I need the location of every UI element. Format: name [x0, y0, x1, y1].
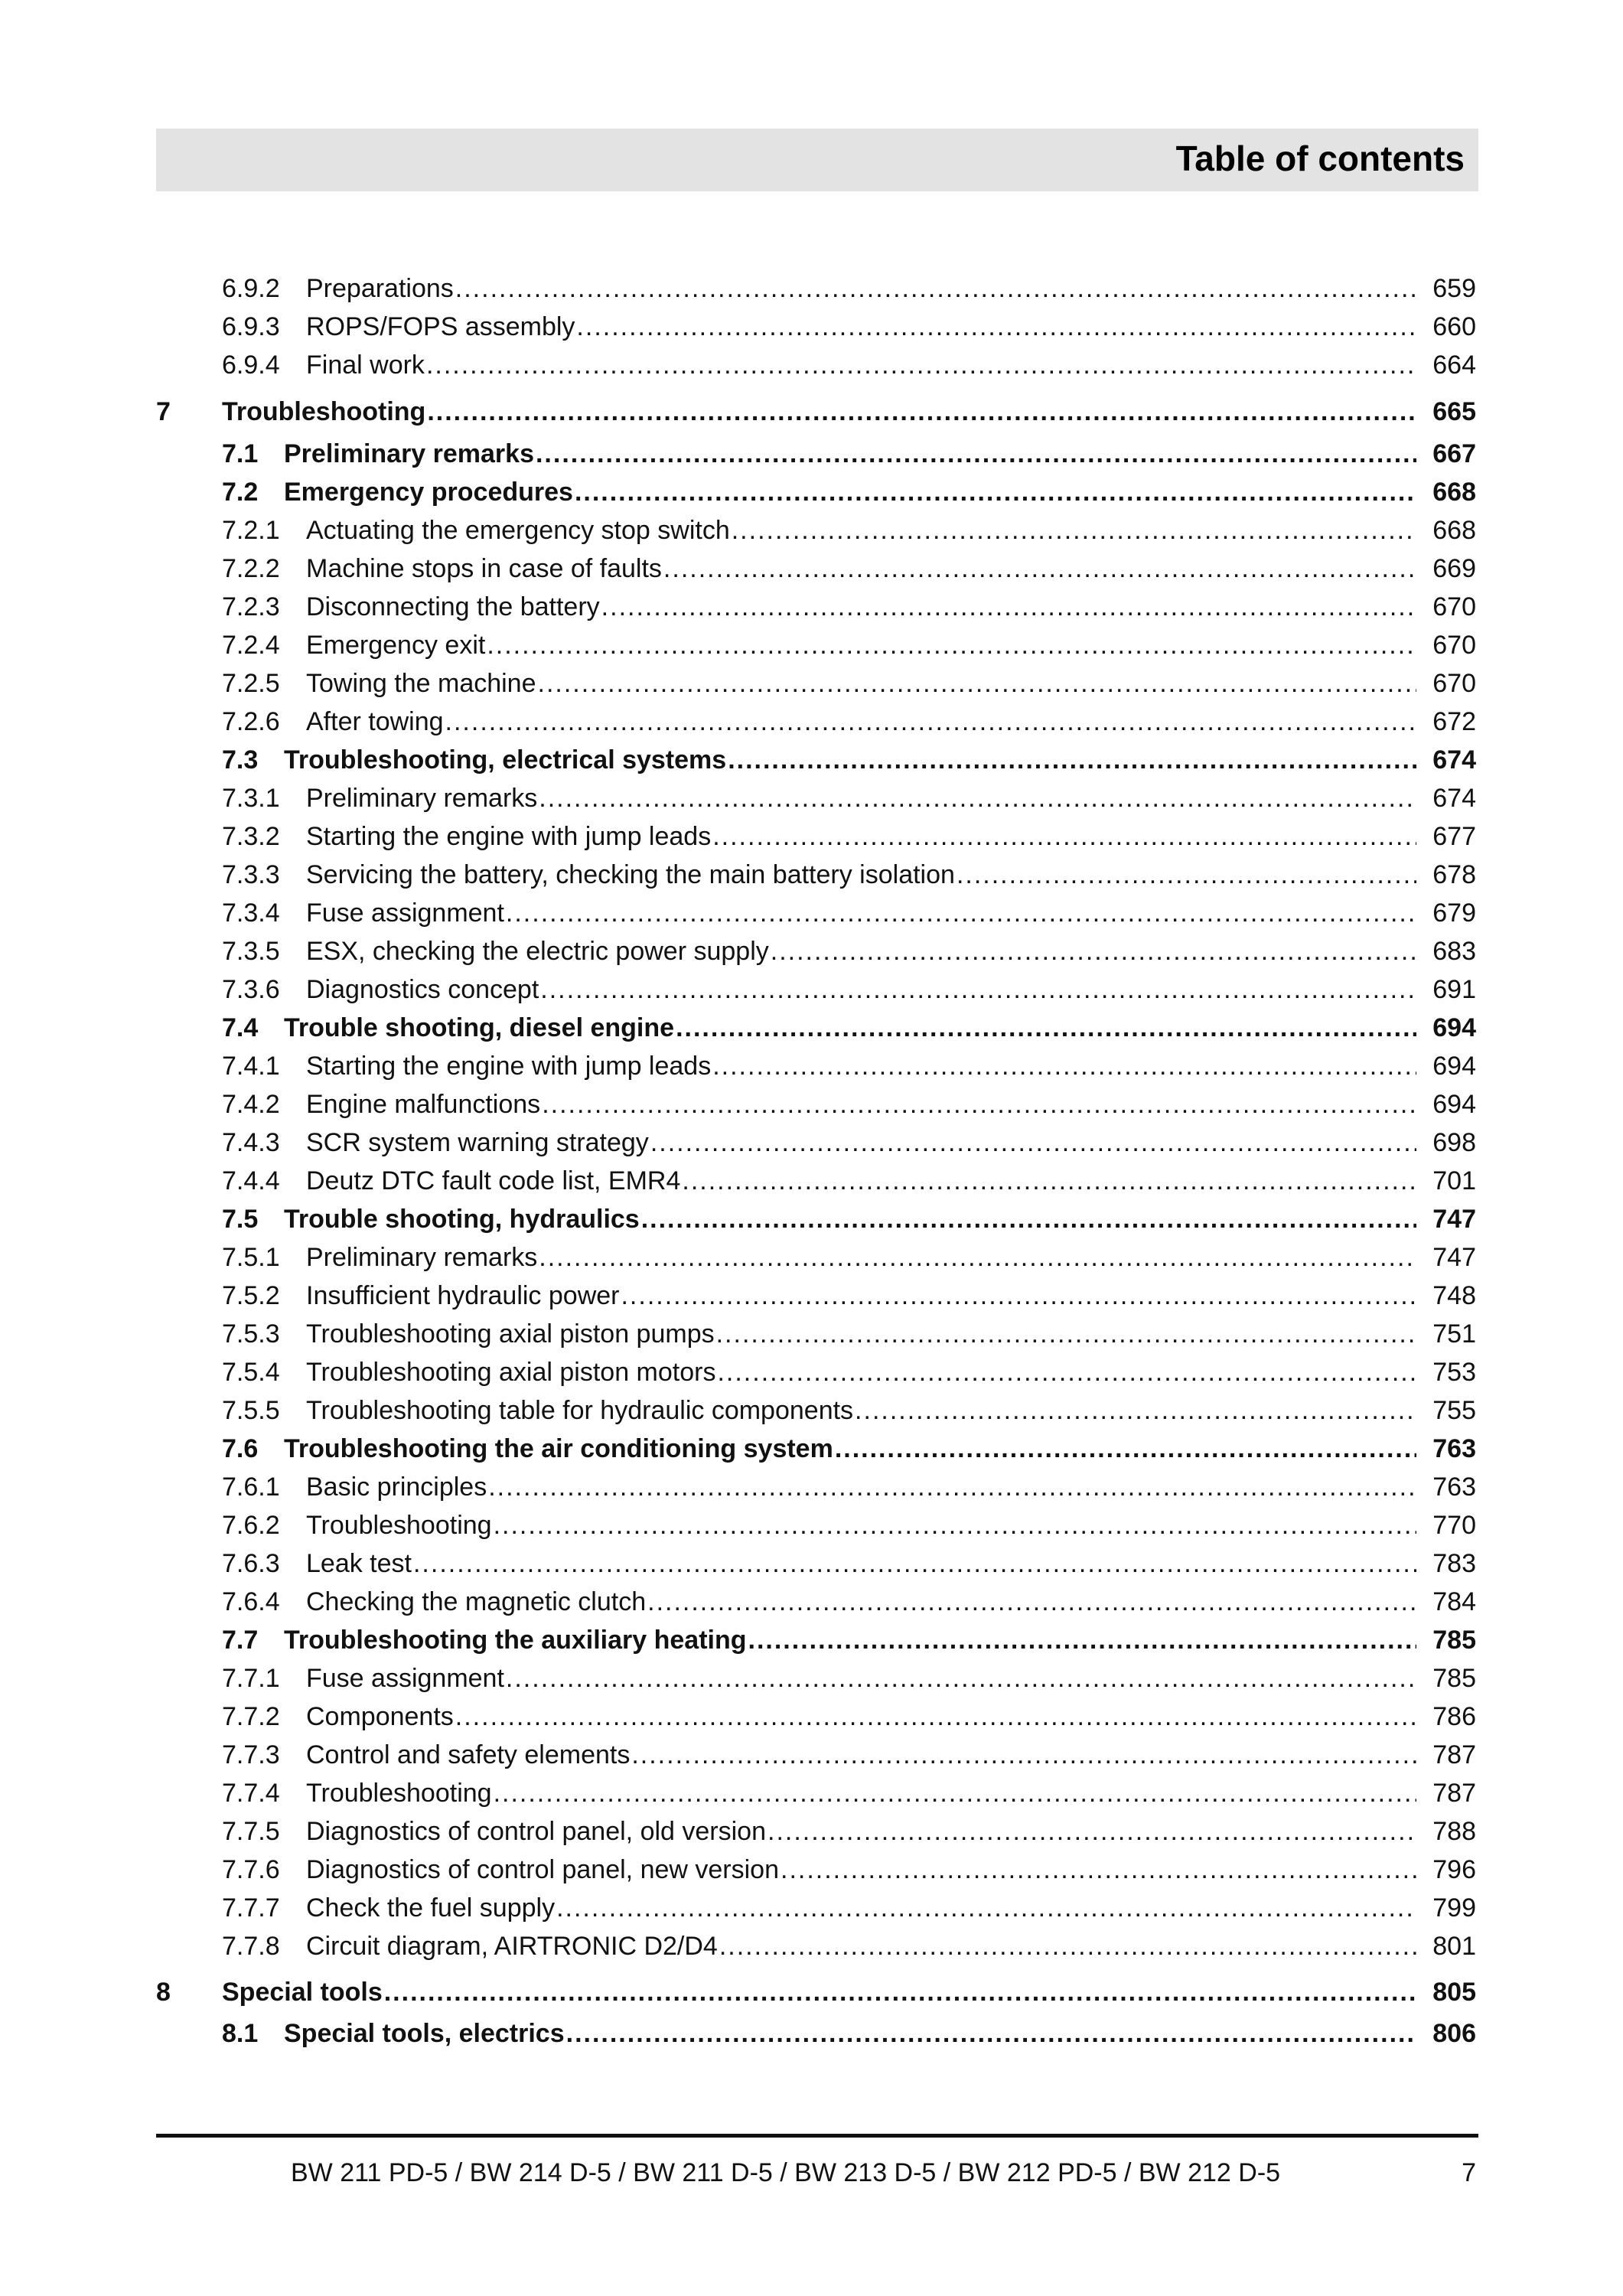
toc-page-number[interactable]: 694	[1432, 1090, 1476, 1119]
toc-entry[interactable]	[0, 1583, 1623, 1621]
toc-chapter-number: 7	[156, 397, 171, 426]
toc-page-number[interactable]: 786	[1432, 1702, 1476, 1731]
toc-entry[interactable]	[0, 1124, 1623, 1162]
toc-page-number[interactable]: 787	[1432, 1740, 1476, 1769]
toc-dot-leader	[835, 1430, 1416, 1468]
toc-entry-title[interactable]: After towing	[306, 707, 444, 736]
toc-page-number[interactable]: 698	[1432, 1128, 1476, 1157]
toc-entry-title[interactable]: Starting the engine with jump leads	[306, 1052, 712, 1081]
toc-page-number[interactable]: 747	[1432, 1243, 1476, 1272]
toc-chapter-number: 8	[156, 1978, 171, 2007]
toc-section-number: 7.4.2	[222, 1090, 280, 1119]
toc-entry-line	[306, 588, 1476, 626]
toc-section-number: 6.9.4	[222, 351, 280, 380]
toc-entry-line	[306, 1353, 1476, 1391]
toc-entry[interactable]	[0, 2014, 1623, 2053]
toc-entry-title[interactable]: Preliminary remarks	[284, 439, 534, 468]
toc-entry-title[interactable]: Special tools	[222, 1978, 383, 2007]
toc-page-number[interactable]: 753	[1432, 1358, 1476, 1387]
toc-section-number: 7.4.1	[222, 1052, 280, 1081]
toc-entry-line	[306, 1238, 1476, 1277]
toc-entry-title[interactable]: Fuse assignment	[306, 1664, 504, 1693]
toc-section-number: 7.3.6	[222, 975, 280, 1004]
toc-dot-leader	[575, 473, 1416, 511]
toc-dot-leader	[506, 1659, 1416, 1698]
toc-dot-leader	[957, 856, 1416, 894]
toc-entry[interactable]	[0, 1736, 1623, 1774]
toc-page-number[interactable]: 796	[1432, 1855, 1476, 1884]
toc-entry-line	[284, 1621, 1476, 1659]
toc-entry-title[interactable]: Troubleshooting table for hydraulic components	[306, 1396, 854, 1425]
toc-section-number: 7.7.8	[222, 1932, 280, 1961]
toc-section-number: 7.5.2	[222, 1281, 280, 1310]
toc-section-number: 7.6.1	[222, 1473, 280, 1502]
toc-dot-leader	[712, 1047, 1416, 1085]
toc-dot-leader	[728, 741, 1416, 779]
toc-entry-line	[306, 308, 1476, 346]
toc-entry-title[interactable]: Insufficient hydraulic power	[306, 1281, 620, 1310]
toc-entry-line	[306, 1391, 1476, 1430]
toc-entry-title[interactable]: Diagnostics concept	[306, 975, 539, 1004]
toc-page-number[interactable]: 679	[1432, 899, 1476, 928]
toc-entry-line	[306, 932, 1476, 970]
toc-entry[interactable]	[0, 1085, 1623, 1124]
toc-entry-title[interactable]: Starting the engine with jump leads	[306, 822, 712, 851]
toc-entry-title[interactable]: Preliminary remarks	[306, 784, 538, 813]
toc-entry-line	[306, 894, 1476, 932]
toc-entry-title[interactable]: Troubleshooting axial piston motors	[306, 1358, 716, 1387]
toc-entry-line	[306, 550, 1476, 588]
toc-entry[interactable]	[0, 435, 1623, 473]
toc-entry[interactable]	[0, 1812, 1623, 1851]
toc-section-number: 7.5	[222, 1205, 259, 1234]
toc-section-number: 7.1	[222, 439, 259, 468]
toc-entry-line	[306, 1468, 1476, 1506]
toc-section-number: 7.3.2	[222, 822, 280, 851]
toc-entry-line	[284, 1009, 1476, 1047]
toc-entry-line	[284, 1200, 1476, 1238]
toc-page-number[interactable]: 783	[1432, 1549, 1476, 1578]
toc-entry-title[interactable]: Control and safety elements	[306, 1740, 631, 1769]
toc-entry[interactable]	[0, 1315, 1623, 1353]
toc-section-number: 7.4	[222, 1013, 259, 1042]
toc-dot-leader	[768, 1812, 1416, 1851]
toc-entry-line	[306, 1124, 1476, 1162]
toc-dot-leader	[488, 1468, 1416, 1506]
toc-entry-title[interactable]: Troubleshooting, electrical systems	[284, 745, 727, 775]
toc-entry[interactable]	[0, 1200, 1623, 1238]
toc-page-number[interactable]: 670	[1432, 669, 1476, 698]
toc-page-number[interactable]: 668	[1432, 516, 1476, 545]
toc-dot-leader	[540, 970, 1416, 1009]
toc-section-number: 7.6.3	[222, 1549, 280, 1578]
toc-entry[interactable]	[0, 1698, 1623, 1736]
toc-section-number: 7.3.5	[222, 937, 280, 966]
toc-entry-line	[284, 2014, 1476, 2053]
toc-section-number: 7.2.6	[222, 707, 280, 736]
toc-page-number[interactable]: 667	[1432, 439, 1476, 468]
toc-section-number: 7.7.4	[222, 1779, 280, 1808]
toc-entry[interactable]	[0, 1391, 1623, 1430]
toc-page-number[interactable]: 785	[1432, 1626, 1476, 1655]
toc-section-number: 7.7	[222, 1626, 259, 1655]
toc-page-number[interactable]: 806	[1432, 2019, 1476, 2048]
toc-entry-title[interactable]: Trouble shooting, hydraulics	[284, 1205, 640, 1234]
toc-entry-line	[284, 741, 1476, 779]
toc-section-number: 7.2.4	[222, 631, 280, 660]
toc-entry-title[interactable]: Troubleshooting axial piston pumps	[306, 1319, 715, 1349]
toc-dot-leader	[542, 1085, 1416, 1124]
toc-dot-leader	[506, 894, 1416, 932]
toc-entry-line	[306, 779, 1476, 817]
toc-dot-leader	[732, 511, 1416, 550]
toc-entry-title[interactable]: Towing the machine	[306, 669, 536, 698]
toc-page-number[interactable]: 694	[1432, 1052, 1476, 1081]
toc-section-number: 7.7.3	[222, 1740, 280, 1769]
toc-entry-title[interactable]: Leak test	[306, 1549, 412, 1578]
toc-entry-title[interactable]: Troubleshooting the air conditioning system	[284, 1434, 833, 1463]
toc-page-number[interactable]: 763	[1432, 1473, 1476, 1502]
toc-entry-title[interactable]: Final work	[306, 351, 425, 380]
toc-page-number[interactable]: 799	[1432, 1893, 1476, 1923]
toc-dot-leader	[601, 588, 1416, 626]
toc-entry-line	[306, 1659, 1476, 1698]
toc-page-number[interactable]: 805	[1432, 1978, 1476, 2007]
toc-section-number: 7.5.3	[222, 1319, 280, 1349]
toc-page-number[interactable]: 665	[1432, 397, 1476, 426]
toc-entry-line	[306, 1085, 1476, 1124]
toc-entry-line	[306, 970, 1476, 1009]
toc-entry[interactable]	[0, 1009, 1623, 1047]
toc-dot-leader	[426, 346, 1416, 384]
toc-entry-title[interactable]: Special tools, electrics	[284, 2019, 565, 2048]
toc-dot-leader	[719, 1927, 1416, 1965]
toc-entry-title[interactable]: Troubleshooting	[222, 397, 426, 426]
toc-entry-line	[306, 817, 1476, 856]
toc-dot-leader	[748, 1621, 1416, 1659]
toc-entry-line	[306, 1544, 1476, 1583]
toc-entry-title[interactable]: SCR system warning strategy	[306, 1128, 649, 1157]
toc-page-number[interactable]: 784	[1432, 1587, 1476, 1616]
toc-entry[interactable]	[0, 1238, 1623, 1277]
toc-dot-leader	[384, 1973, 1416, 2011]
toc-entry-title[interactable]: Disconnecting the battery	[306, 592, 600, 621]
toc-entry[interactable]	[0, 1353, 1623, 1391]
toc-entry-line	[306, 1851, 1476, 1889]
toc-page-number[interactable]: 747	[1432, 1205, 1476, 1234]
toc-section-number: 7.4.4	[222, 1166, 280, 1195]
toc-dot-leader	[631, 1736, 1416, 1774]
toc-entry[interactable]	[0, 588, 1623, 626]
toc-section-number: 7.7.7	[222, 1893, 280, 1923]
toc-entry[interactable]	[0, 1506, 1623, 1544]
toc-section-number: 7.2.2	[222, 554, 280, 583]
toc-section-number: 7.7.5	[222, 1817, 280, 1846]
toc-page-number[interactable]: 670	[1432, 592, 1476, 621]
toc-entry-title[interactable]: Servicing the battery, checking the main battery isolation	[306, 860, 955, 889]
toc-entry[interactable]	[0, 269, 1623, 308]
toc-page-number[interactable]: 669	[1432, 554, 1476, 583]
toc-section-number: 7.3	[222, 745, 259, 775]
toc-page-number[interactable]: 770	[1432, 1511, 1476, 1540]
toc-entry-title[interactable]: Emergency procedures	[284, 478, 573, 507]
toc-page-number[interactable]: 677	[1432, 822, 1476, 851]
toc-dot-leader	[855, 1391, 1416, 1430]
toc-entry-line	[284, 435, 1476, 473]
toc-section-number: 7.2.1	[222, 516, 280, 545]
footer-models: BW 211 PD-5 / BW 214 D-5 / BW 211 D-5 / BW 213 D-5 / BW 212 PD-5 / BW 212 D-5	[291, 2158, 1281, 2187]
toc-entry[interactable]	[0, 1047, 1623, 1085]
toc-entry[interactable]	[0, 856, 1623, 894]
toc-dot-leader	[556, 1889, 1416, 1927]
toc-page-number[interactable]: 674	[1432, 784, 1476, 813]
toc-entry-title[interactable]: Actuating the emergency stop switch	[306, 516, 730, 545]
toc-page-number[interactable]: 788	[1432, 1817, 1476, 1846]
toc-page-number[interactable]: 701	[1432, 1166, 1476, 1195]
toc-entry[interactable]	[0, 1927, 1623, 1965]
toc-dot-leader	[576, 308, 1416, 346]
toc-dot-leader	[647, 1583, 1416, 1621]
toc-entry-title[interactable]: Troubleshooting	[306, 1779, 492, 1808]
toc-section-number: 7.7.6	[222, 1855, 280, 1884]
toc-section-number: 7.2.5	[222, 669, 280, 698]
toc-entry[interactable]	[0, 346, 1623, 384]
toc-entry[interactable]	[0, 932, 1623, 970]
toc-section-number: 7.5.1	[222, 1243, 280, 1272]
toc-entry-line	[306, 1889, 1476, 1927]
toc-dot-leader	[641, 1200, 1416, 1238]
footer-page-number: 7	[1462, 2158, 1476, 2187]
toc-entry-line	[306, 1812, 1476, 1851]
toc-section-number: 7.7.1	[222, 1664, 280, 1693]
toc-entry-line	[306, 1047, 1476, 1085]
toc-dot-leader	[413, 1544, 1416, 1583]
toc-entry[interactable]	[0, 894, 1623, 932]
toc-entry-line	[306, 664, 1476, 703]
toc-entry[interactable]	[0, 1889, 1623, 1927]
toc-page-number[interactable]: 664	[1432, 351, 1476, 380]
toc-entry-line	[306, 1698, 1476, 1736]
toc-page-number[interactable]: 674	[1432, 745, 1476, 775]
toc-entry-line	[306, 346, 1476, 384]
toc-entry-title[interactable]: Check the fuel supply	[306, 1893, 556, 1923]
toc-page-number[interactable]: 801	[1432, 1932, 1476, 1961]
toc-entry-title[interactable]: Preliminary remarks	[306, 1243, 538, 1272]
toc-dot-leader	[539, 779, 1416, 817]
toc-entry-line	[306, 1162, 1476, 1200]
toc-entry[interactable]	[0, 1468, 1623, 1506]
toc-page-number[interactable]: 678	[1432, 860, 1476, 889]
toc-page-number[interactable]: 763	[1432, 1434, 1476, 1463]
toc-entry[interactable]	[0, 473, 1623, 511]
toc-dot-leader	[621, 1277, 1416, 1315]
toc-page-number[interactable]: 748	[1432, 1281, 1476, 1310]
toc-entry-title[interactable]: Troubleshooting the auxiliary heating	[284, 1626, 747, 1655]
toc-entry-line	[306, 1315, 1476, 1353]
toc-entry-line	[306, 1506, 1476, 1544]
toc-entry[interactable]	[0, 626, 1623, 664]
toc-entry-line	[306, 1927, 1476, 1965]
toc-entry-line	[222, 393, 1476, 431]
toc-section-number: 7.3.1	[222, 784, 280, 813]
toc-entry-title[interactable]: Diagnostics of control panel, old version	[306, 1817, 766, 1846]
toc-entry[interactable]	[0, 1973, 1623, 2011]
toc-dot-leader	[455, 269, 1416, 308]
toc-dot-leader	[717, 1353, 1416, 1391]
toc-dot-leader	[566, 2014, 1416, 2053]
toc-entry-line	[306, 703, 1476, 741]
toc-entry-line	[306, 1583, 1476, 1621]
toc-section-number: 7.7.2	[222, 1702, 280, 1731]
toc-entry-title[interactable]: Deutz DTC fault code list, EMR4	[306, 1166, 681, 1195]
header-bar	[156, 129, 1478, 191]
toc-page-number[interactable]: 683	[1432, 937, 1476, 966]
toc-section-number: 6.9.2	[222, 274, 280, 303]
toc-entry-line	[306, 269, 1476, 308]
toc-section-number: 7.2.3	[222, 592, 280, 621]
toc-dot-leader	[536, 435, 1416, 473]
toc-entry-line	[222, 1973, 1476, 2011]
toc-entry-title[interactable]: Checking the magnetic clutch	[306, 1587, 647, 1616]
footer-divider	[156, 2134, 1478, 2138]
toc-entry[interactable]	[0, 1544, 1623, 1583]
toc-page-number[interactable]: 660	[1432, 312, 1476, 341]
toc-entry-title[interactable]: Troubleshooting	[306, 1511, 492, 1540]
page-title: Table of contents	[1175, 139, 1465, 178]
toc-dot-leader	[445, 703, 1416, 741]
toc-entry[interactable]	[0, 1430, 1623, 1468]
toc-page-number[interactable]: 672	[1432, 707, 1476, 736]
toc-dot-leader	[676, 1009, 1416, 1047]
toc-dot-leader	[682, 1162, 1416, 1200]
toc-entry-title[interactable]: ESX, checking the electric power supply	[306, 937, 769, 966]
toc-entry[interactable]	[0, 664, 1623, 703]
toc-dot-leader	[494, 1774, 1416, 1812]
toc-page-number[interactable]: 751	[1432, 1319, 1476, 1349]
toc-section-number: 7.4.3	[222, 1128, 280, 1157]
toc-page-number[interactable]: 668	[1432, 478, 1476, 507]
toc-dot-leader	[650, 1124, 1416, 1162]
toc-page-number[interactable]: 787	[1432, 1779, 1476, 1808]
toc-dot-leader	[538, 664, 1416, 703]
toc-entry[interactable]	[0, 1851, 1623, 1889]
toc-page-number[interactable]: 755	[1432, 1396, 1476, 1425]
toc-page-number[interactable]: 659	[1432, 274, 1476, 303]
toc-entry-line	[306, 1774, 1476, 1812]
toc-entry[interactable]	[0, 511, 1623, 550]
toc-page-number[interactable]: 785	[1432, 1664, 1476, 1693]
toc-entry[interactable]	[0, 1162, 1623, 1200]
toc-entry-line	[306, 856, 1476, 894]
toc-entry[interactable]	[0, 970, 1623, 1009]
toc-section-number: 7.3.4	[222, 899, 280, 928]
toc-dot-leader	[455, 1698, 1416, 1736]
toc-entry[interactable]	[0, 1621, 1623, 1659]
toc-section-number: 7.5.4	[222, 1358, 280, 1387]
toc-entry[interactable]	[0, 741, 1623, 779]
toc-page-number[interactable]: 694	[1432, 1013, 1476, 1042]
toc-section-number: 7.3.3	[222, 860, 280, 889]
toc-entry[interactable]	[0, 1659, 1623, 1698]
toc-page-number[interactable]: 691	[1432, 975, 1476, 1004]
toc-dot-leader	[771, 932, 1416, 970]
toc-section-number: 8.1	[222, 2019, 259, 2048]
toc-entry[interactable]	[0, 550, 1623, 588]
toc-entry[interactable]	[0, 817, 1623, 856]
toc-entry-title[interactable]: Machine stops in case of faults	[306, 554, 662, 583]
toc-entry-title[interactable]: Diagnostics of control panel, new version	[306, 1855, 779, 1884]
toc-dot-leader	[712, 817, 1416, 856]
toc-section-number: 7.6	[222, 1434, 259, 1463]
toc-section-number: 7.6.2	[222, 1511, 280, 1540]
toc-entry-line	[306, 626, 1476, 664]
toc-entry-title[interactable]: Components	[306, 1702, 454, 1731]
toc-entry[interactable]	[0, 1277, 1623, 1315]
toc-entry-line	[306, 511, 1476, 550]
toc-dot-leader	[427, 393, 1416, 431]
toc-entry-title[interactable]: Trouble shooting, diesel engine	[284, 1013, 675, 1042]
toc-dot-leader	[781, 1851, 1416, 1889]
toc-entry[interactable]	[0, 779, 1623, 817]
toc-section-number: 7.6.4	[222, 1587, 280, 1616]
toc-dot-leader	[487, 626, 1416, 664]
toc-page-number[interactable]: 670	[1432, 631, 1476, 660]
toc-entry-title[interactable]: ROPS/FOPS assembly	[306, 312, 575, 341]
toc-entry[interactable]	[0, 703, 1623, 741]
toc-entry-title[interactable]: Preparations	[306, 274, 454, 303]
toc-section-number: 7.5.5	[222, 1396, 280, 1425]
toc-entry[interactable]	[0, 308, 1623, 346]
toc-entry-title[interactable]: Engine malfunctions	[306, 1090, 541, 1119]
toc-entry-line	[306, 1277, 1476, 1315]
toc-entry-line	[284, 1430, 1476, 1468]
toc-dot-leader	[663, 550, 1416, 588]
toc-entry-title[interactable]: Fuse assignment	[306, 899, 504, 928]
toc-entry-line	[306, 1736, 1476, 1774]
toc-dot-leader	[716, 1315, 1416, 1353]
toc-entry-title[interactable]: Emergency exit	[306, 631, 486, 660]
toc-dot-leader	[494, 1506, 1416, 1544]
toc-section-number: 7.2	[222, 478, 259, 507]
toc-entry[interactable]	[0, 393, 1623, 431]
toc-entry-title[interactable]: Basic principles	[306, 1473, 487, 1502]
toc-section-number: 6.9.3	[222, 312, 280, 341]
toc-dot-leader	[539, 1238, 1416, 1277]
toc-entry[interactable]	[0, 1774, 1623, 1812]
toc-entry-line	[284, 473, 1476, 511]
toc-entry-title[interactable]: Circuit diagram, AIRTRONIC D2/D4	[306, 1932, 718, 1961]
